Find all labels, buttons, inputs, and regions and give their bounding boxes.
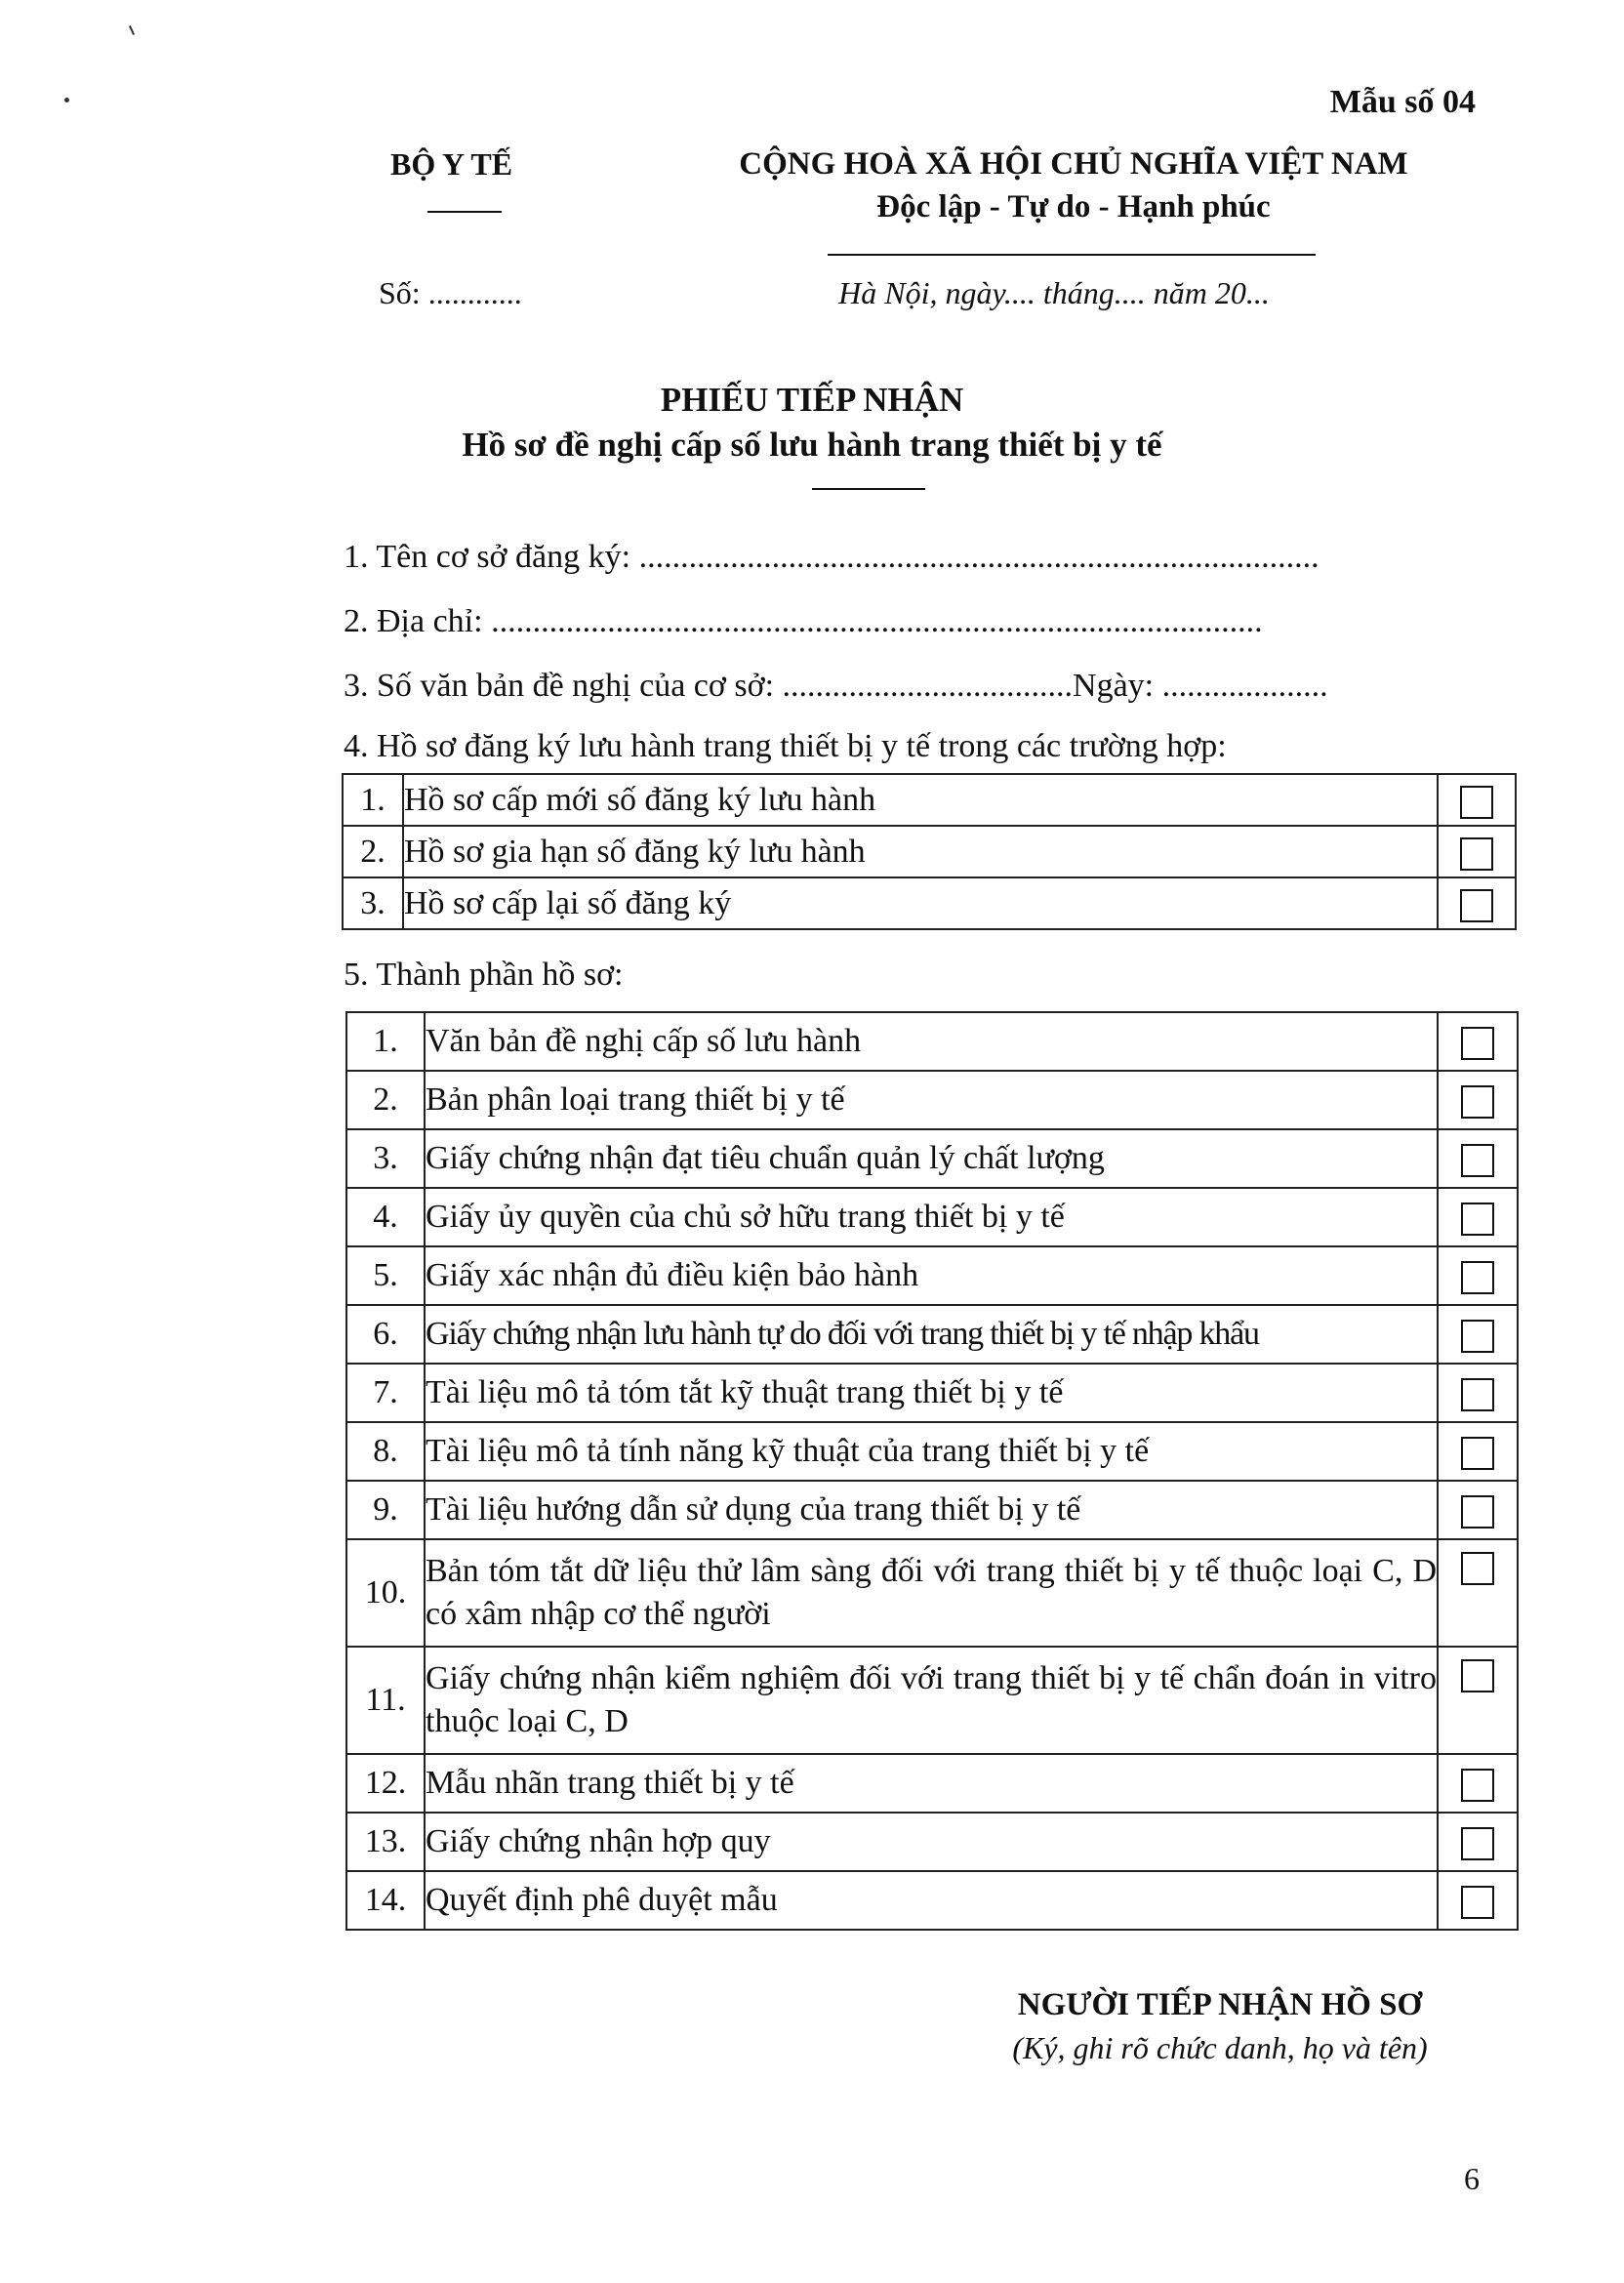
checkbox-cell (1438, 1364, 1518, 1422)
row-number: 3. (343, 877, 403, 929)
row-number: 12. (346, 1754, 425, 1813)
scan-mark (129, 25, 135, 35)
checkbox[interactable] (1461, 1144, 1494, 1177)
row-label: Quyết định phê duyệt mẫu (425, 1871, 1438, 1930)
table-row (346, 1129, 1518, 1188)
table-row (343, 877, 1516, 929)
document-title: PHIẾU TIẾP NHẬN (660, 381, 964, 419)
table-row (346, 1246, 1518, 1305)
page-number: 6 (1464, 2161, 1480, 2196)
checkbox[interactable] (1461, 1495, 1494, 1529)
components-heading: 5. Thành phần hồ sơ: (344, 957, 624, 993)
checkbox-cell (1438, 1305, 1518, 1364)
field-registrant-name[interactable]: 1. Tên cơ sở đăng ký: .................................................................................. (344, 539, 1320, 575)
checkbox-cell (1438, 774, 1516, 826)
checkbox-cell (1438, 1188, 1518, 1246)
nation-name: CỘNG HOÀ XÃ HỘI CHỦ NGHĨA VIỆT NAM (739, 146, 1408, 182)
table-row (343, 774, 1516, 826)
checkbox[interactable] (1461, 1827, 1494, 1860)
table-row (346, 1305, 1518, 1364)
checkbox[interactable] (1460, 837, 1493, 871)
checkbox[interactable] (1461, 1203, 1494, 1236)
receiver-signature-note: (Ký, ghi rõ chức danh, họ và tên) (1012, 2030, 1428, 2065)
row-number: 10. (346, 1539, 425, 1647)
row-label: Bản phân loại trang thiết bị y tế (425, 1071, 1438, 1129)
title-underline (812, 488, 925, 490)
checkbox-cell (1438, 1647, 1518, 1754)
row-label: Giấy xác nhận đủ điều kiện bảo hành (425, 1246, 1438, 1305)
receiver-title: NGƯỜI TIẾP NHẬN HỒ SƠ (1017, 1987, 1423, 2022)
table-row (346, 1647, 1518, 1754)
checkbox[interactable] (1461, 1437, 1494, 1470)
place-date: Hà Nội, ngày.... tháng.... năm 20... (838, 275, 1270, 310)
checkbox-cell (1438, 1871, 1518, 1930)
ministry-underline (427, 211, 502, 213)
row-label: Giấy chứng nhận lưu hành tự do đối với trang thiết bị y tế nhập khẩu (425, 1305, 1438, 1364)
row-number: 7. (346, 1364, 425, 1422)
row-number: 14. (346, 1871, 425, 1930)
checkbox[interactable] (1461, 1659, 1494, 1692)
table-row (346, 1813, 1518, 1871)
field-registration-cases: 4. Hồ sơ đăng ký lưu hành trang thiết bị y tế trong các trường hợp: (344, 728, 1227, 764)
table-row (346, 1539, 1518, 1647)
checkbox[interactable] (1461, 1085, 1494, 1119)
row-label: Giấy chứng nhận hợp quy (425, 1813, 1438, 1871)
row-number: 5. (346, 1246, 425, 1305)
row-label: Văn bản đề nghị cấp số lưu hành (425, 1012, 1438, 1071)
row-label: Tài liệu mô tả tính năng kỹ thuật của trang thiết bị y tế (425, 1422, 1438, 1481)
motto-underline (828, 254, 1316, 256)
row-label: Mẫu nhãn trang thiết bị y tế (425, 1754, 1438, 1813)
row-label: Hồ sơ gia hạn số đăng ký lưu hành (403, 826, 1438, 877)
checkbox-cell (1438, 1481, 1518, 1539)
row-number: 3. (346, 1129, 425, 1188)
row-number: 1. (343, 774, 403, 826)
table-row (346, 1188, 1518, 1246)
document-subtitle: Hồ sơ đề nghị cấp số lưu hành trang thiết bị y tế (462, 426, 1162, 464)
table-row (346, 1754, 1518, 1813)
checkbox[interactable] (1461, 1320, 1494, 1353)
row-number: 13. (346, 1813, 425, 1871)
row-number: 4. (346, 1188, 425, 1246)
checkbox[interactable] (1460, 786, 1493, 819)
row-label: Giấy ủy quyền của chủ sở hữu trang thiết bị y tế (425, 1188, 1438, 1246)
checkbox-cell (1438, 1246, 1518, 1305)
row-number: 1. (346, 1012, 425, 1071)
table-row (346, 1422, 1518, 1481)
checkbox-cell (1438, 1422, 1518, 1481)
table-row (346, 1012, 1518, 1071)
row-label: Hồ sơ cấp lại số đăng ký (403, 877, 1438, 929)
checkbox-cell (1438, 1071, 1518, 1129)
table-row (346, 1364, 1518, 1422)
ministry-name: BỘ Y TẾ (390, 146, 513, 182)
row-label: Bản tóm tắt dữ liệu thử lâm sàng đối với trang thiết bị y tế thuộc loại C, D có xâm nhập cơ thể người (425, 1539, 1438, 1647)
table-row (346, 1071, 1518, 1129)
row-label: Tài liệu mô tả tóm tắt kỹ thuật trang thiết bị y tế (425, 1364, 1438, 1422)
checkbox[interactable] (1461, 1261, 1494, 1294)
row-number: 9. (346, 1481, 425, 1539)
checkbox-cell (1438, 1813, 1518, 1871)
row-label: Tài liệu hướng dẫn sử dụng của trang thiết bị y tế (425, 1481, 1438, 1539)
field-address[interactable]: 2. Địa chỉ: ............................................................................................. (344, 603, 1263, 639)
table-row (343, 826, 1516, 877)
checkbox[interactable] (1461, 1552, 1494, 1585)
row-label: Giấy chứng nhận kiểm nghiệm đối với trang thiết bị y tế chẩn đoán in vitro thuộc loại C, D (425, 1647, 1438, 1754)
table-row (346, 1481, 1518, 1539)
row-number: 2. (346, 1071, 425, 1129)
checkbox-cell (1438, 1129, 1518, 1188)
scan-dot (64, 98, 69, 102)
field-request-number-date[interactable]: 3. Số văn bản đề nghị của cơ sở: ...................................Ngày: .................... (344, 668, 1328, 704)
checkbox[interactable] (1461, 1769, 1494, 1802)
checkbox[interactable] (1461, 1886, 1494, 1919)
row-label: Hồ sơ cấp mới số đăng ký lưu hành (403, 774, 1438, 826)
row-number: 8. (346, 1422, 425, 1481)
document-number: Số: ............ (379, 275, 522, 310)
national-motto: Độc lập - Tự do - Hạnh phúc (876, 189, 1271, 224)
table-row (346, 1871, 1518, 1930)
checkbox[interactable] (1460, 889, 1493, 922)
checkbox-cell (1438, 1754, 1518, 1813)
checkbox-cell (1438, 1539, 1518, 1647)
checkbox-cell (1438, 877, 1516, 929)
checkbox[interactable] (1461, 1027, 1494, 1060)
row-number: 6. (346, 1305, 425, 1364)
components-table (345, 1011, 1519, 1931)
cases-table (342, 773, 1517, 930)
checkbox[interactable] (1461, 1378, 1494, 1411)
form-number: Mẫu số 04 (1329, 84, 1476, 120)
row-number: 11. (346, 1647, 425, 1754)
row-number: 2. (343, 826, 403, 877)
checkbox-cell (1438, 826, 1516, 877)
checkbox-cell (1438, 1012, 1518, 1071)
row-label: Giấy chứng nhận đạt tiêu chuẩn quản lý chất lượng (425, 1129, 1438, 1188)
